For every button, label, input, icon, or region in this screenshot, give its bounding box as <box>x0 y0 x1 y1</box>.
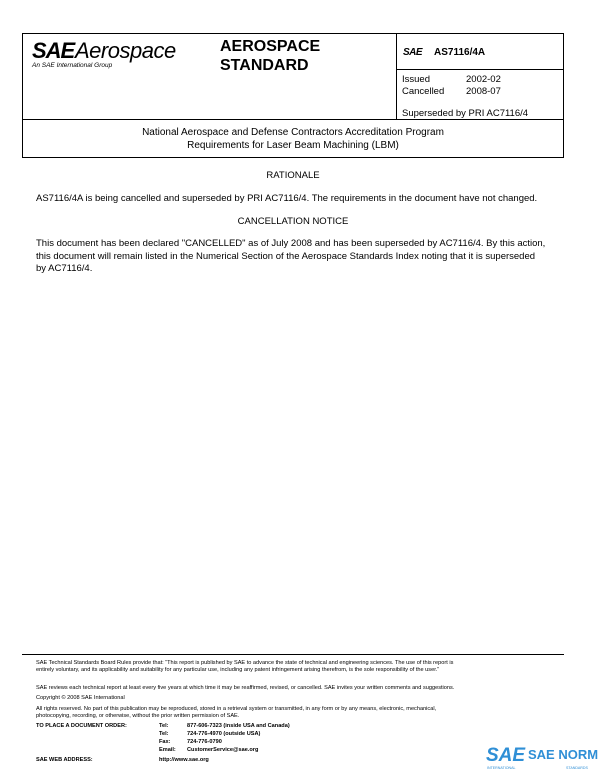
logo-sae: SAE <box>32 38 75 63</box>
order-label: TO PLACE A DOCUMENT ORDER: <box>36 723 127 729</box>
sae-norm-sub-left: INTERNATIONAL <box>487 766 516 770</box>
web-address[interactable]: http://www.sae.org <box>159 757 209 763</box>
document-title-line1: National Aerospace and Defense Contractors Accreditation Program <box>142 127 444 138</box>
tel-label: Tel: <box>159 731 169 737</box>
header-divider <box>396 33 397 120</box>
sae-norm-sub-right: STANDARDS <box>566 766 588 770</box>
footer-rule <box>22 654 564 655</box>
email-label: Email: <box>159 747 176 753</box>
tel-label: Tel: <box>159 723 169 729</box>
cancellation-line: by AC7116/4. <box>36 263 93 274</box>
email-address[interactable]: CustomerService@sae.org <box>187 747 259 753</box>
fax-label: Fax: <box>159 739 171 745</box>
footer-review: SAE reviews each technical report at least every five years at which time it may be reaffirmed, revised, or cancelled. SAE invites your written comments and suggestions. <box>36 685 455 691</box>
cancelled-label: Cancelled <box>402 86 445 97</box>
footer-rules-line: entirely voluntary, and its applicability and suitability for any particular use, including any patent infringement arising therefrom, is the sole responsibility of the user.” <box>36 667 440 674</box>
tel-domestic: 877-606-7323 (inside USA and Canada) <box>187 723 290 729</box>
cancellation-line: this document will remain listed in the Numerical Section of the Aerospace Standards Index noting that it is superseded <box>36 250 536 262</box>
logo-aerospace: Aerospace <box>75 38 176 63</box>
superseded-note: Superseded by PRI AC7116/4 <box>402 108 529 119</box>
sae-norm-text: SAE NORM <box>528 747 598 762</box>
cancellation-heading: CANCELLATION NOTICE <box>237 216 349 227</box>
header-divider <box>396 69 564 70</box>
footer-rules <box>36 660 564 675</box>
tel-international: 724-776-4970 (outside USA) <box>187 731 261 737</box>
sae-norm-mark: SAE <box>486 745 526 766</box>
cancelled-value: 2008-07 <box>466 86 501 97</box>
doc-number: AS7116/4A <box>434 47 486 58</box>
footer-rights-line: All rights reserved. No part of this publication may be reproduced, stored in a retrieval system or transmitted, in any form or by any means, electronic, mechanical, <box>36 706 437 712</box>
footer-copyright: Copyright © 2008 SAE International <box>36 695 125 701</box>
standard-title-line1: AEROSPACE <box>220 38 321 55</box>
web-label: SAE WEB ADDRESS: <box>36 757 93 763</box>
standard-title <box>220 37 320 75</box>
issued-value: 2002-02 <box>466 74 501 85</box>
sae-norm-logo <box>486 742 598 772</box>
cancellation-line: This document has been declared "CANCELLED" as of July 2008 and has been superseded by AC7116/4. By this action, <box>36 238 546 249</box>
rationale-heading: RATIONALE <box>266 170 320 181</box>
cancellation-text <box>36 238 545 276</box>
issued-label: Issued <box>402 74 430 85</box>
document-title-line2: Requirements for Laser Beam Machining (LBM) <box>187 140 399 151</box>
standard-title-line2: STANDARD <box>220 57 309 74</box>
footer-rights <box>36 706 564 721</box>
logo-tagline: An SAE International Group <box>32 62 113 69</box>
document-title <box>22 126 564 152</box>
fax-number: 724-776-0790 <box>187 739 222 745</box>
footer-rules-line: SAE Technical Standards Board Rules provide that: “This report is published by SAE to advance the state of technical and engineering sciences. The use of this report is <box>36 660 454 666</box>
rationale-text: AS7116/4A is being cancelled and superseded by PRI AC7116/4. The requirements in the document have not changed. <box>36 193 538 204</box>
footer-rights-line: photocopying, recording, or otherwise, without the prior written permission of SAE. <box>36 713 240 720</box>
doc-prefix-logo: SAE <box>403 47 423 58</box>
